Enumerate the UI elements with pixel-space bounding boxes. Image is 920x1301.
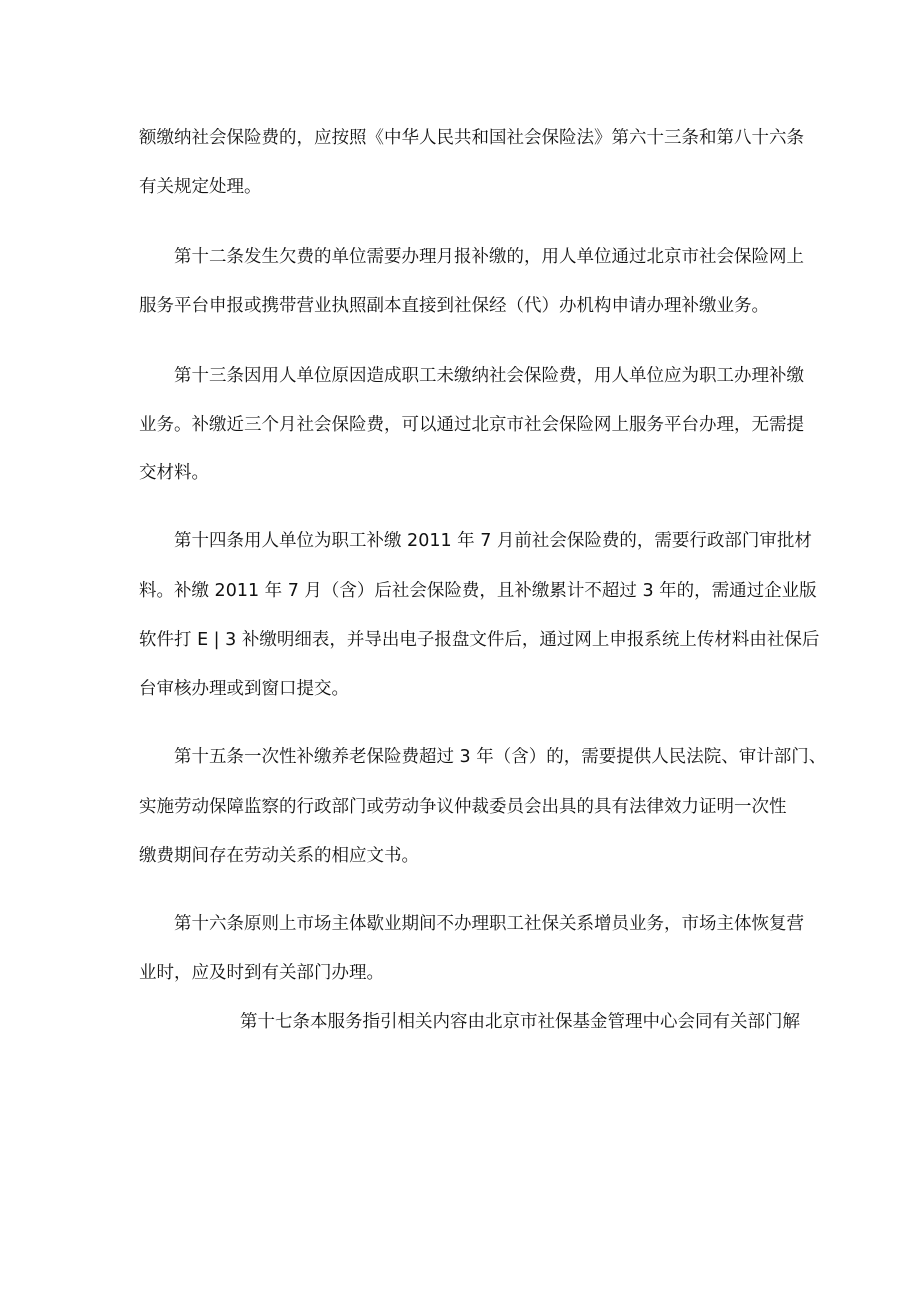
article-12-line: 服务平台申报或携带营业执照副本直接到社保经（代）办机构申请办理补缴业务。 [139,296,769,316]
article-13-line: 业务。补缴近三个月社会保险费，可以通过北京市社会保险网上服务平台办理，无需提 [139,415,804,435]
article-14-line: 料。补缴 2011 年 7 月（含）后社会保险费，且补缴累计不超过 3 年的，需通过企业版 [139,581,817,601]
article-15-line: 第十五条一次性补缴养老保险费超过 3 年（含）的，需要提供人民法院、审计部门、 [174,747,827,767]
article-14-line: 软件打 E | 3 补缴明细表，并导出电子报盘文件后，通过网上申报系统上传材料由社保后 [139,630,820,650]
article-16-line: 业时，应及时到有关部门办理。 [139,963,384,983]
article-17-line: 第十七条本服务指引相关内容由北京市社保基金管理中心会同有关部门解 [240,1012,800,1032]
article-12-line: 第十二条发生欠费的单位需要办理月报补缴的，用人单位通过北京市社会保险网上 [174,247,804,267]
article-15-line: 缴费期间存在劳动关系的相应文书。 [139,846,419,866]
article-16-line: 第十六条原则上市场主体歇业期间不办理职工社保关系增员业务，市场主体恢复营 [174,914,804,934]
article-13-line: 交材料。 [139,463,209,483]
paragraph-line: 额缴纳社会保险费的，应按照《中华人民共和国社会保险法》第六十三条和第八十六条 [139,128,804,148]
article-14-line: 台审核办理或到窗口提交。 [139,679,349,699]
article-14-line: 第十四条用人单位为职工补缴 2011 年 7 月前社会保险费的，需要行政部门审批材 [174,531,812,551]
article-15-line: 实施劳动保障监察的行政部门或劳动争议仲裁委员会出具的具有法律效力证明一次性 [139,797,787,817]
paragraph-line: 有关规定处理。 [139,177,262,197]
article-13-line: 第十三条因用人单位原因造成职工未缴纳社会保险费，用人单位应为职工办理补缴 [174,366,804,386]
